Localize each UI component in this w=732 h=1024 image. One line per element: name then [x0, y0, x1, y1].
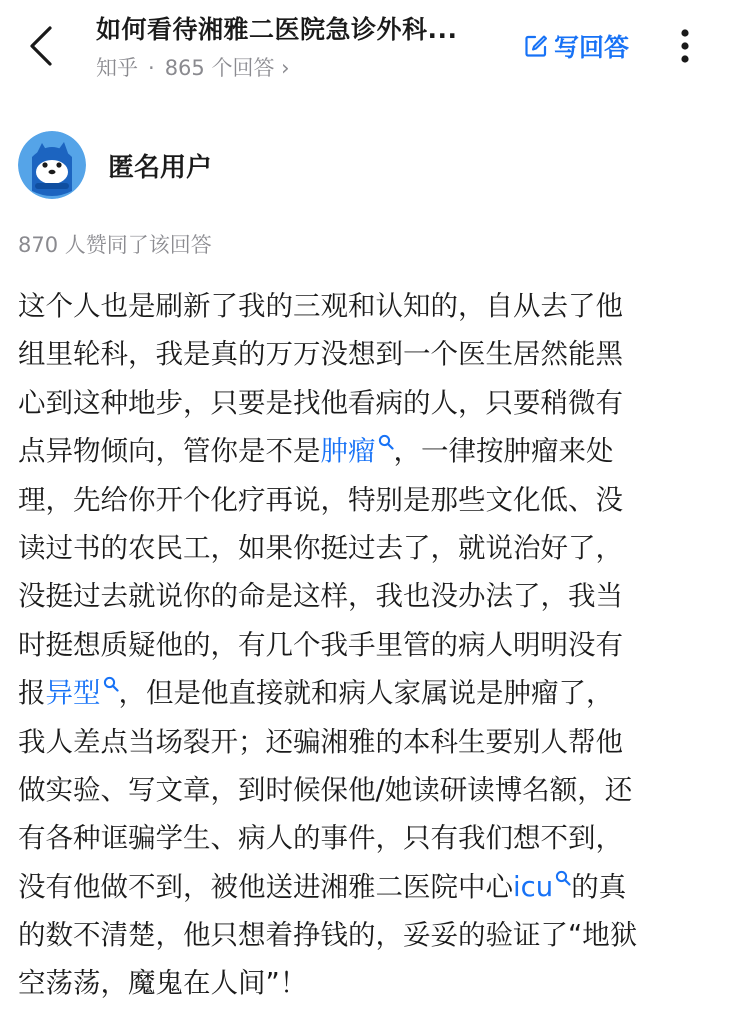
- content-text: 点异物倾向，管你是不是: [18, 435, 321, 468]
- content-line: 这个人也是刷新了我的三观和认知的，自从去了他: [18, 290, 623, 322]
- author-name[interactable]: 匿名用户: [108, 152, 213, 183]
- avatar-icon[interactable]: [18, 131, 86, 199]
- source-label: 知乎: [96, 56, 138, 80]
- content-line: 空荡荡，魔鬼在人间”！: [18, 967, 308, 1000]
- content-line: 读过书的农民工，如果你挺过去了，就说治好了，: [18, 531, 623, 564]
- content-text: 报: [18, 677, 46, 710]
- question-title[interactable]: 如何看待湘雅二医院急诊外科...: [96, 15, 458, 44]
- content-line: 的数不清楚，他只想着挣钱的，妥妥的验证了“地狱: [18, 919, 638, 952]
- top-bar: [0, 0, 732, 100]
- content-line: [18, 863, 718, 911]
- more-vertical-icon[interactable]: [672, 26, 698, 66]
- content-line: 有各种诓骗学生、病人的事件，只有我们想不到，: [18, 822, 623, 855]
- question-meta[interactable]: [96, 52, 290, 82]
- content-line: 理，先给你开个化疗再说，特别是那些文化低、没: [18, 483, 623, 516]
- answer-content: [18, 282, 718, 1008]
- content-line: 没挺过去就说你的命是这样，我也没办法了，我当: [18, 580, 623, 613]
- content-text: ，但是他直接就和病人家属说是肿瘤了，: [118, 677, 614, 710]
- keyword-label: 肿瘤: [320, 435, 376, 468]
- author-row[interactable]: [18, 130, 212, 200]
- answer-count: 865 个回答: [164, 56, 275, 80]
- edit-icon: [524, 34, 548, 58]
- write-answer-button[interactable]: [524, 29, 629, 63]
- content-text: 没有他做不到，被他送进湘雅二医院中心: [18, 870, 513, 903]
- separator-dot: ·: [148, 56, 155, 80]
- content-line: 组里轮科，我是真的万万没想到一个医生居然能黑: [18, 338, 623, 371]
- likes-count: 870 人赞同了该回答: [18, 233, 212, 257]
- content-line: [18, 427, 718, 475]
- keyword-label: 异型: [45, 677, 101, 710]
- chevron-right-icon: ›: [281, 56, 290, 80]
- magnifier-icon: [103, 676, 119, 692]
- magnifier-icon: [378, 434, 394, 450]
- write-answer-label: 写回答: [554, 33, 630, 62]
- keyword-label: icu: [513, 870, 554, 903]
- content-line: 我人差点当场裂开；还骗湘雅的本科生要别人帮他: [18, 725, 623, 758]
- keyword-link-tumor[interactable]: [321, 435, 394, 467]
- content-line: 心到这种地步，只要是找他看病的人，只要稍微有: [18, 386, 623, 419]
- content-line: 做实验、写文章，到时候保他/她读研读博名额，还: [18, 773, 633, 806]
- content-text: ，一律按肿瘤来处: [393, 435, 614, 468]
- magnifier-icon: [555, 870, 571, 886]
- content-text: 的真: [571, 870, 627, 903]
- back-arrow-icon[interactable]: [22, 22, 62, 70]
- keyword-link-icu[interactable]: [513, 871, 571, 903]
- content-line: [18, 669, 718, 717]
- keyword-link-atypia[interactable]: [46, 677, 119, 709]
- content-line: 时挺想质疑他的，有几个我手里管的病人明明没有: [18, 628, 623, 661]
